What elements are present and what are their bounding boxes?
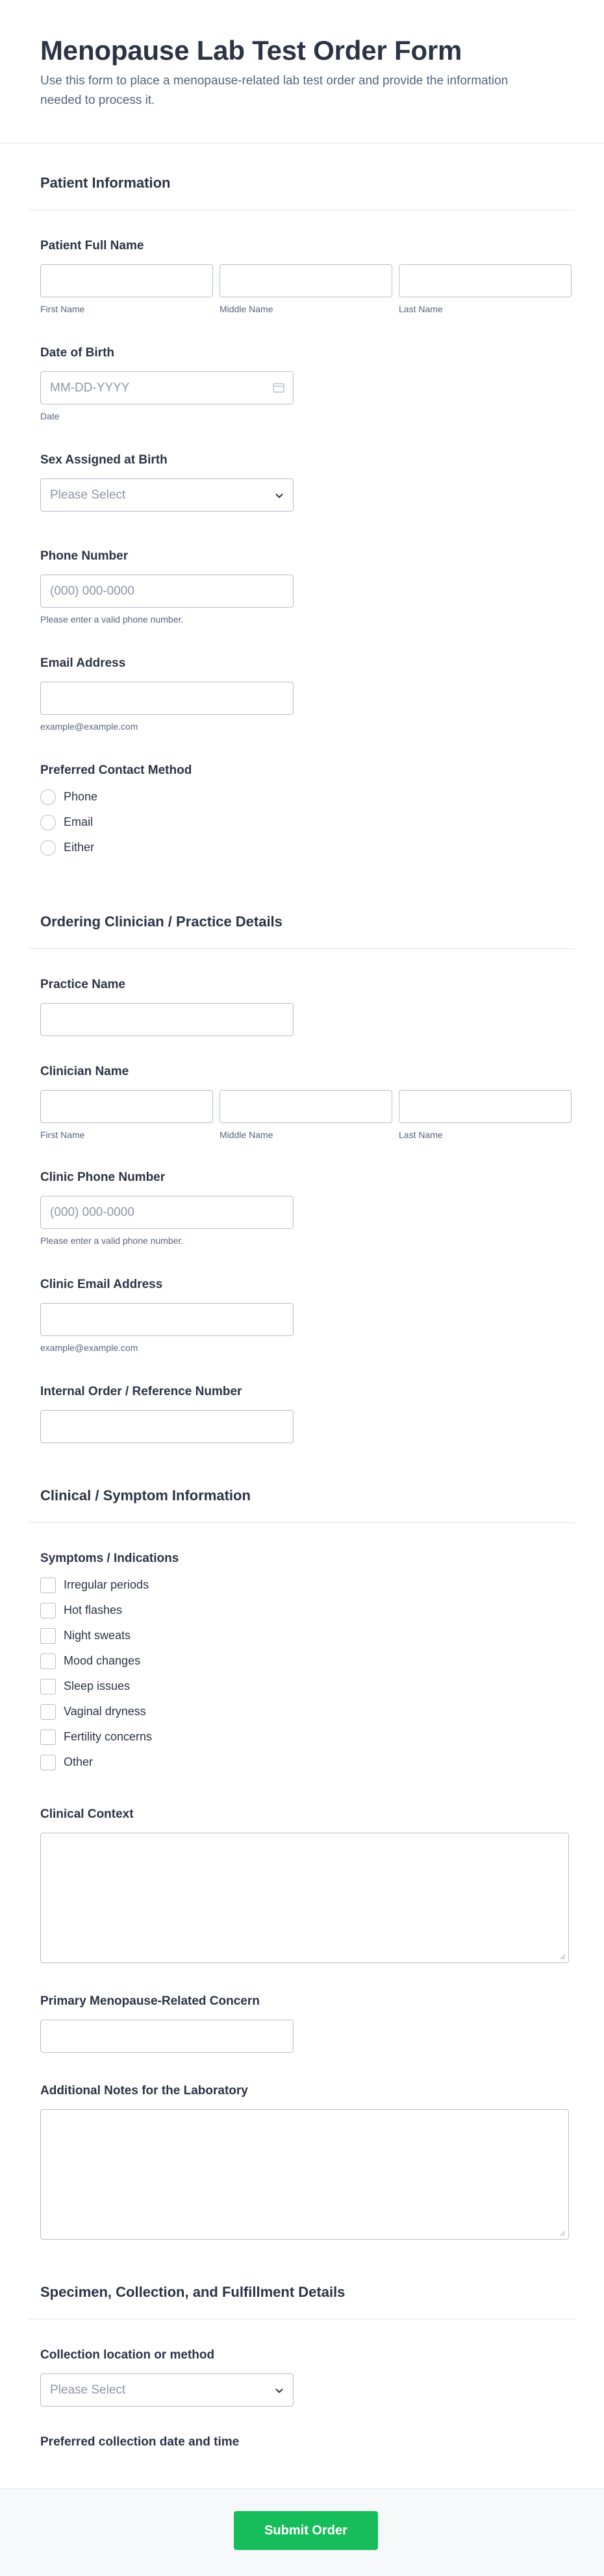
collection-location-select[interactable] <box>40 2373 294 2407</box>
contact-method-field <box>29 762 575 860</box>
collection-datetime-field <box>29 2434 575 2451</box>
name-row <box>40 264 564 315</box>
field-label: Phone Number <box>40 549 129 563</box>
sublabel: First Name <box>40 1130 85 1140</box>
checkbox[interactable] <box>40 1628 56 1644</box>
chevron-down-icon <box>275 491 284 500</box>
patient-first-name-input[interactable] <box>40 264 213 297</box>
sublabel: Middle Name <box>220 304 273 314</box>
field-label: Preferred Contact Method <box>40 763 192 777</box>
checkbox[interactable] <box>40 1704 56 1720</box>
checkbox-label: Night sweats <box>64 1629 131 1642</box>
clinic-phone-field <box>29 1169 575 1246</box>
clinician-name-field <box>29 1063 575 1141</box>
sublabel: example@example.com <box>40 721 138 732</box>
sublabel: Date <box>40 411 60 421</box>
section-title: Clinical / Symptom Information <box>40 1487 251 1504</box>
checkbox-label: Irregular periods <box>64 1578 149 1591</box>
field-label: Sex Assigned at Birth <box>40 453 168 467</box>
reference-number-input[interactable] <box>40 1410 294 1443</box>
clinician-section <box>0 882 604 1443</box>
radio-label: Email <box>64 815 94 828</box>
first-name-col <box>40 1090 213 1141</box>
field-label: Email Address <box>40 656 126 670</box>
additional-notes-field <box>29 2083 575 2240</box>
sublabel: Please enter a valid phone number. <box>40 1235 184 1246</box>
primary-concern-input[interactable] <box>40 2020 294 2053</box>
section-title: Specimen, Collection, and Fulfillment Details <box>40 2284 346 2300</box>
dob-field <box>29 345 575 422</box>
patient-section-header <box>29 143 575 210</box>
sublabel: Please enter a valid phone number. <box>40 614 184 625</box>
middle-name-col <box>220 264 392 315</box>
clinic-email-field <box>29 1276 575 1354</box>
clinician-middle-name-input[interactable] <box>220 1090 392 1123</box>
field-label: Date of Birth <box>40 346 114 360</box>
middle-name-col <box>220 1090 392 1141</box>
field-label: Clinician Name <box>40 1065 129 1078</box>
patient-middle-name-input[interactable] <box>220 264 392 297</box>
checkbox[interactable] <box>40 1679 56 1694</box>
practice-name-field <box>29 976 575 1036</box>
checkbox-label: Mood changes <box>64 1654 141 1667</box>
additional-notes-textarea[interactable] <box>40 2109 569 2240</box>
calendar-icon[interactable] <box>273 382 284 393</box>
section-title: Patient Information <box>40 175 171 191</box>
radio-button[interactable] <box>40 815 56 830</box>
checkbox-label: Hot flashes <box>64 1604 123 1616</box>
sublabel: Middle Name <box>220 1130 273 1140</box>
sublabel: example@example.com <box>40 1343 138 1353</box>
checkbox-option[interactable] <box>40 1623 564 1648</box>
field-label: Internal Order / Reference Number <box>40 1385 242 1398</box>
checkbox-label: Sleep issues <box>64 1679 131 1692</box>
patient-full-name-field <box>29 238 575 315</box>
first-name-col <box>40 264 213 315</box>
last-name-col <box>399 264 572 315</box>
checkbox-option[interactable] <box>40 1724 564 1750</box>
radio-label: Phone <box>64 790 98 803</box>
checkbox[interactable] <box>40 1603 56 1618</box>
radio-option[interactable] <box>40 810 564 835</box>
form-title: Menopause Lab Test Order Form <box>40 35 462 66</box>
field-label: Clinic Email Address <box>40 1278 163 1291</box>
sex-field <box>29 452 575 512</box>
checkbox-option[interactable] <box>40 1598 564 1623</box>
last-name-col <box>399 1090 572 1141</box>
collection-location-field <box>29 2347 575 2407</box>
field-label: Primary Menopause-Related Concern <box>40 1994 260 2008</box>
radio-button[interactable] <box>40 789 56 805</box>
form-header <box>0 0 604 143</box>
clinic-email-input[interactable] <box>40 1303 294 1336</box>
dob-input-wrapper <box>40 371 294 404</box>
select-value: Please Select <box>50 2383 126 2397</box>
clinic-phone-input[interactable] <box>40 1196 294 1229</box>
name-row <box>40 1090 564 1141</box>
form-subtitle: Use this form to place a menopause-related lab test order and provide the information needed to process it. <box>40 74 509 107</box>
checkbox-option[interactable] <box>40 1750 564 1775</box>
checkbox-option[interactable] <box>40 1699 564 1724</box>
email-input[interactable] <box>40 682 294 715</box>
clinician-section-header <box>29 882 575 949</box>
field-label: Practice Name <box>40 978 125 991</box>
sublabel: Last Name <box>399 1130 443 1140</box>
chevron-down-icon <box>275 2386 284 2395</box>
symptoms-field <box>29 1550 575 1775</box>
sublabel: First Name <box>40 304 85 314</box>
sublabel: Last Name <box>399 304 443 314</box>
resize-grip-icon[interactable] <box>559 1953 566 1960</box>
checkbox-option[interactable] <box>40 1648 564 1674</box>
checkbox-label: Vaginal dryness <box>64 1705 146 1718</box>
radio-button[interactable] <box>40 840 56 856</box>
sex-select[interactable] <box>40 478 294 512</box>
field-label: Patient Full Name <box>40 239 144 253</box>
select-value: Please Select <box>50 488 126 502</box>
radio-label: Either <box>64 841 95 854</box>
clinical-section <box>0 1456 604 2240</box>
form-footer <box>0 2488 604 2576</box>
checkbox-label: Fertility concerns <box>64 1730 153 1743</box>
clinical-context-textarea[interactable] <box>40 1833 569 1963</box>
field-label: Preferred collection date and time <box>40 2435 240 2449</box>
field-label: Collection location or method <box>40 2348 215 2362</box>
field-label: Additional Notes for the Laboratory <box>40 2084 248 2098</box>
checkbox[interactable] <box>40 1755 56 1770</box>
checkbox[interactable] <box>40 1729 56 1745</box>
phone-input[interactable] <box>40 575 294 608</box>
clinician-last-name-input[interactable] <box>399 1090 572 1123</box>
specimen-section <box>0 2253 604 2451</box>
resize-grip-icon[interactable] <box>559 2230 566 2236</box>
submit-order-button[interactable]: Submit Order <box>234 2511 378 2550</box>
checkbox-label: Other <box>64 1755 94 1768</box>
checkbox-option[interactable] <box>40 1674 564 1699</box>
clinician-first-name-input[interactable] <box>40 1090 213 1123</box>
checkbox[interactable] <box>40 1578 56 1593</box>
patient-section <box>0 143 604 860</box>
patient-last-name-input[interactable] <box>399 264 572 297</box>
radio-option[interactable] <box>40 784 564 810</box>
radio-option[interactable] <box>40 835 564 860</box>
phone-field <box>29 548 575 625</box>
field-label: Clinic Phone Number <box>40 1170 166 1184</box>
clinical-section-header <box>29 1456 575 1523</box>
dob-input[interactable] <box>40 371 294 404</box>
section-title: Ordering Clinician / Practice Details <box>40 913 283 930</box>
checkbox-option[interactable] <box>40 1572 564 1598</box>
email-field <box>29 655 575 732</box>
specimen-section-header <box>29 2253 575 2320</box>
field-label: Symptoms / Indications <box>40 1552 179 1565</box>
reference-number-field <box>29 1383 575 1443</box>
clinical-context-field <box>29 1806 575 1963</box>
field-label: Clinical Context <box>40 1807 134 1821</box>
checkbox[interactable] <box>40 1653 56 1669</box>
primary-concern-field <box>29 1993 575 2053</box>
practice-name-input[interactable] <box>40 1003 294 1036</box>
